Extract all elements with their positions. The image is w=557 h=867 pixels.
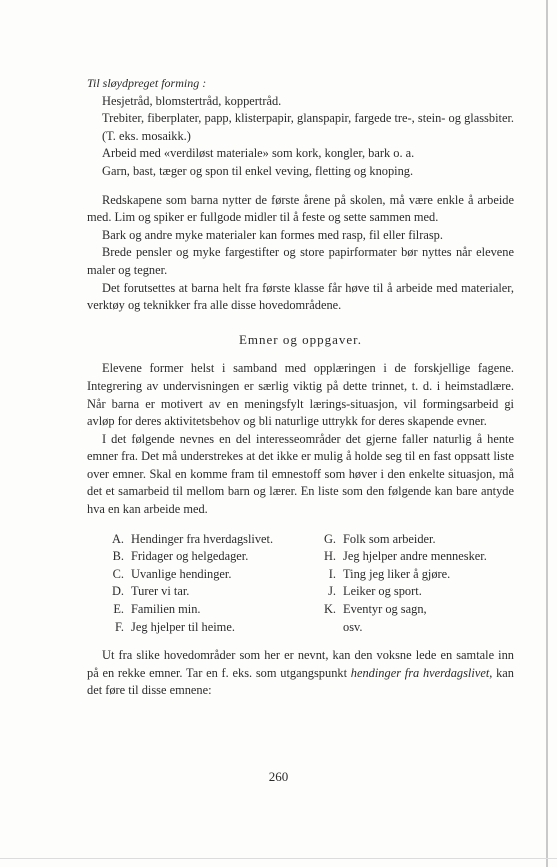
closing-text: Ut fra slike hovedområder som her er nevnt, kan den voksne lede en samtale inn på en rekke emner. Tar en f. eks. som utgangspunkt — [87, 648, 514, 680]
list-item — [314, 548, 514, 566]
topic-list-right — [314, 531, 514, 637]
list-text: Familien min. — [131, 602, 201, 617]
list-letter: E. — [113, 602, 124, 617]
topic-list-left — [102, 531, 314, 637]
list-letter: I. — [328, 566, 336, 581]
section-heading: Emner og oppgaver. — [238, 331, 363, 347]
paragraph: Det forutsettes at barna helt fra første klasse får høve til å arbeide med materialer, verktøy og teknikker fra alle disse hovedområdene. — [87, 280, 514, 313]
paragraph: Elevene former helst i samband med opplæringen i de forskjellige fagene. Integrering av undervisningen er særlig viktig på dette trinnet, t. d. i heimstadlære. Når barna er motivert av en meningsfylt lærings-situasjon, vil formingsarbeid gi avløp for deres aktivitetsbehov og bli naturlige uttrykk for deres skapende evner. — [87, 361, 514, 429]
material-item: Garn, bast, tæger og spon til enkel veving, fletting og knoping. — [102, 163, 414, 178]
list-item — [314, 583, 514, 601]
material-item: Arbeid med «verdiløst materiale» som kork, kongler, bark o. a. — [102, 146, 415, 161]
list-item — [102, 619, 314, 637]
list-item — [102, 548, 314, 566]
list-text: Jeg hjelper til heime. — [131, 619, 235, 634]
list-text: Fridager og helgedager. — [131, 549, 249, 564]
list-item — [102, 531, 314, 549]
list-item — [102, 566, 314, 584]
list-item — [314, 601, 514, 619]
material-item: Hesjetråd, blomstertråd, koppertråd. — [102, 93, 282, 108]
list-item — [314, 566, 514, 584]
list-item — [102, 601, 314, 619]
paragraph: Redskapene som barna nytter de første årene på skolen, må være enkle å arbeide med. Lim og spiker er fullgode midler til å feste og sette sammen med. — [87, 192, 514, 225]
paragraph: Bark og andre myke materialer kan formes med rasp, fil eller filrasp. — [102, 227, 443, 242]
list-text: Hendinger fra hverdagslivet. — [131, 531, 274, 546]
list-item — [102, 583, 314, 601]
material-item: Trebiter, fiberplater, papp, klisterpapir, glanspapir, fargede tre-, stein- og glassbiter. (T. eks. mosaikk.) — [102, 111, 514, 143]
materials-list — [87, 93, 514, 181]
list-item — [314, 531, 514, 549]
subheading: Til sløydpreget forming : — [87, 76, 207, 90]
list-text: Jeg hjelper andre mennesker. — [343, 549, 487, 564]
page-body — [87, 75, 514, 700]
list-letter: B. — [112, 549, 124, 564]
list-letter: A. — [111, 531, 124, 546]
closing-paragraph — [87, 647, 514, 700]
list-letter: D. — [111, 584, 124, 599]
list-letter: H. — [323, 549, 336, 564]
list-letter: K. — [323, 602, 336, 617]
list-letter: J. — [328, 584, 336, 599]
list-text: osv. — [343, 619, 363, 634]
closing-emphasis: hendinger fra hverdagslivet — [350, 665, 490, 680]
list-text: Leiker og sport. — [343, 584, 422, 599]
paragraph: I det følgende nevnes en del interesseområder det gjerne faller naturlig å hente emner fra. Det må understrekes at det ikke er mulig å holde seg til en fast oppsatt liste over emner. Skal en komme fram til emnestoff som høver i den enkelte situasjon, må det et samarbeid til mellom barn og lærer. En liste som den følgende kan bare antyde hva en kan arbeide med. — [87, 431, 514, 517]
list-text: Uvanlige hendinger. — [131, 566, 232, 581]
list-letter: G. — [323, 531, 336, 546]
page-number: 260 — [268, 769, 289, 784]
list-letter: F. — [115, 619, 124, 634]
closing-text-end: , kan det føre til disse emnene: — [87, 665, 514, 698]
topic-list — [87, 531, 514, 637]
list-text: Eventyr og sagn, — [343, 602, 427, 617]
page-edge — [546, 0, 548, 867]
paragraph: Brede pensler og myke fargestifter og store papirformater bør nyttes når elevene maler og tegner. — [87, 245, 514, 277]
list-letter: C. — [112, 566, 124, 581]
list-text: Turer vi tar. — [131, 584, 190, 599]
list-text: Folk som arbeider. — [343, 531, 436, 546]
list-item — [314, 619, 514, 637]
list-text: Ting jeg liker å gjøre. — [343, 566, 451, 581]
list-letter — [314, 619, 343, 637]
page-bottom-edge — [0, 858, 557, 859]
